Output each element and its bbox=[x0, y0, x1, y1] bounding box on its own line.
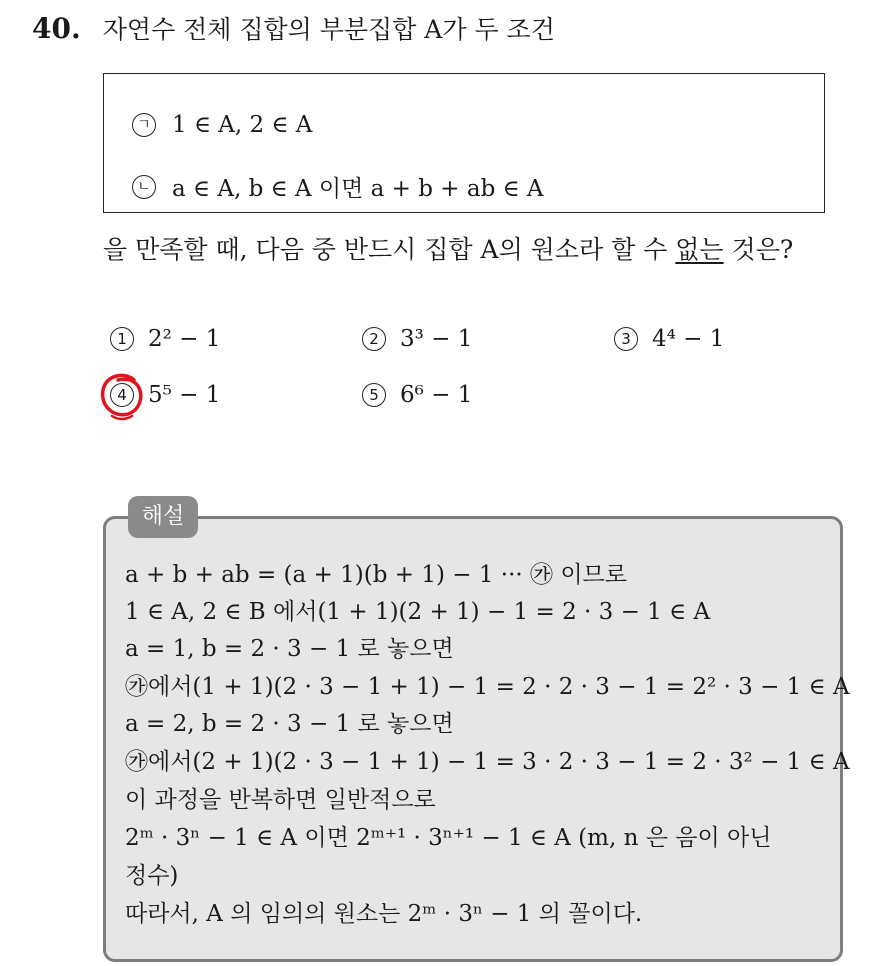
condition-2-text: a ∈ A, b ∈ A 이면 a + b + ab ∈ A bbox=[172, 176, 544, 202]
choice-3-number: 3 bbox=[614, 327, 638, 351]
question-tail-end: 것은? bbox=[723, 235, 794, 264]
choice-1[interactable] bbox=[110, 326, 220, 352]
choice-4-text: 5⁵ − 1 bbox=[148, 382, 221, 408]
choice-3[interactable] bbox=[614, 326, 724, 352]
solution-line-10: 따라서, A 의 임의의 원소는 2ᵐ · 3ⁿ − 1 의 꼴이다. bbox=[125, 901, 643, 927]
choice-2-number: 2 bbox=[362, 327, 386, 351]
question-tail-underlined: 없는 bbox=[675, 235, 724, 264]
condition-2-marker: ㄴ bbox=[132, 175, 156, 199]
question-tail-text: 을 만족할 때, 다음 중 반드시 집합 A의 원소라 할 수 bbox=[103, 235, 676, 264]
solution-line-9: 정수) bbox=[125, 863, 179, 889]
question-header bbox=[32, 10, 555, 46]
answer-circle-mark bbox=[98, 370, 148, 422]
choice-2-text: 3³ − 1 bbox=[400, 326, 473, 352]
solution-line-2: 1 ∈ A, 2 ∈ B 에서(1 + 1)(2 + 1) − 1 = 2 · 3 − 1 ∈ A bbox=[125, 599, 711, 625]
condition-1-text: 1 ∈ A, 2 ∈ A bbox=[172, 112, 313, 138]
solution-line-1: a + b + ab = (a + 1)(b + 1) − 1 ··· ㉮ 이므로 bbox=[125, 562, 627, 588]
question-tail bbox=[103, 230, 793, 266]
choice-4-number: 4 bbox=[110, 383, 134, 407]
condition-1 bbox=[132, 112, 312, 138]
solution-line-5: a = 2, b = 2 · 3 − 1 로 놓으면 bbox=[125, 711, 454, 737]
choice-5[interactable] bbox=[362, 382, 472, 408]
solution-line-3: a = 1, b = 2 · 3 − 1 로 놓으면 bbox=[125, 636, 454, 662]
solution-tab: 해설 bbox=[128, 496, 198, 538]
choice-5-number: 5 bbox=[362, 383, 386, 407]
conditions-box bbox=[103, 73, 825, 213]
solution-line-4: ㉮에서(1 + 1)(2 · 3 − 1 + 1) − 1 = 2 · 2 · 3 − 1 = 2² · 3 − 1 ∈ A bbox=[125, 674, 850, 700]
question-stem: 자연수 전체 집합의 부분집합 A가 두 조건 bbox=[102, 15, 555, 44]
choice-3-text: 4⁴ − 1 bbox=[652, 326, 725, 352]
condition-1-marker: ㄱ bbox=[132, 113, 156, 137]
choice-5-text: 6⁶ − 1 bbox=[400, 382, 473, 408]
question-number: 40. bbox=[32, 12, 81, 45]
solution-line-6: ㉮에서(2 + 1)(2 · 3 − 1 + 1) − 1 = 3 · 2 · 3 − 1 = 2 · 3² − 1 ∈ A bbox=[125, 749, 850, 775]
choice-1-text: 2² − 1 bbox=[148, 326, 221, 352]
condition-2 bbox=[132, 170, 544, 203]
solution-line-8: 2ᵐ · 3ⁿ − 1 ∈ A 이면 2ᵐ⁺¹ · 3ⁿ⁺¹ − 1 ∈ A (m, n 은 음이 아닌 bbox=[125, 825, 772, 851]
solution-line-7: 이 과정을 반복하면 일반적으로 bbox=[125, 787, 436, 813]
choice-2[interactable] bbox=[362, 326, 472, 352]
choice-1-number: 1 bbox=[110, 327, 134, 351]
